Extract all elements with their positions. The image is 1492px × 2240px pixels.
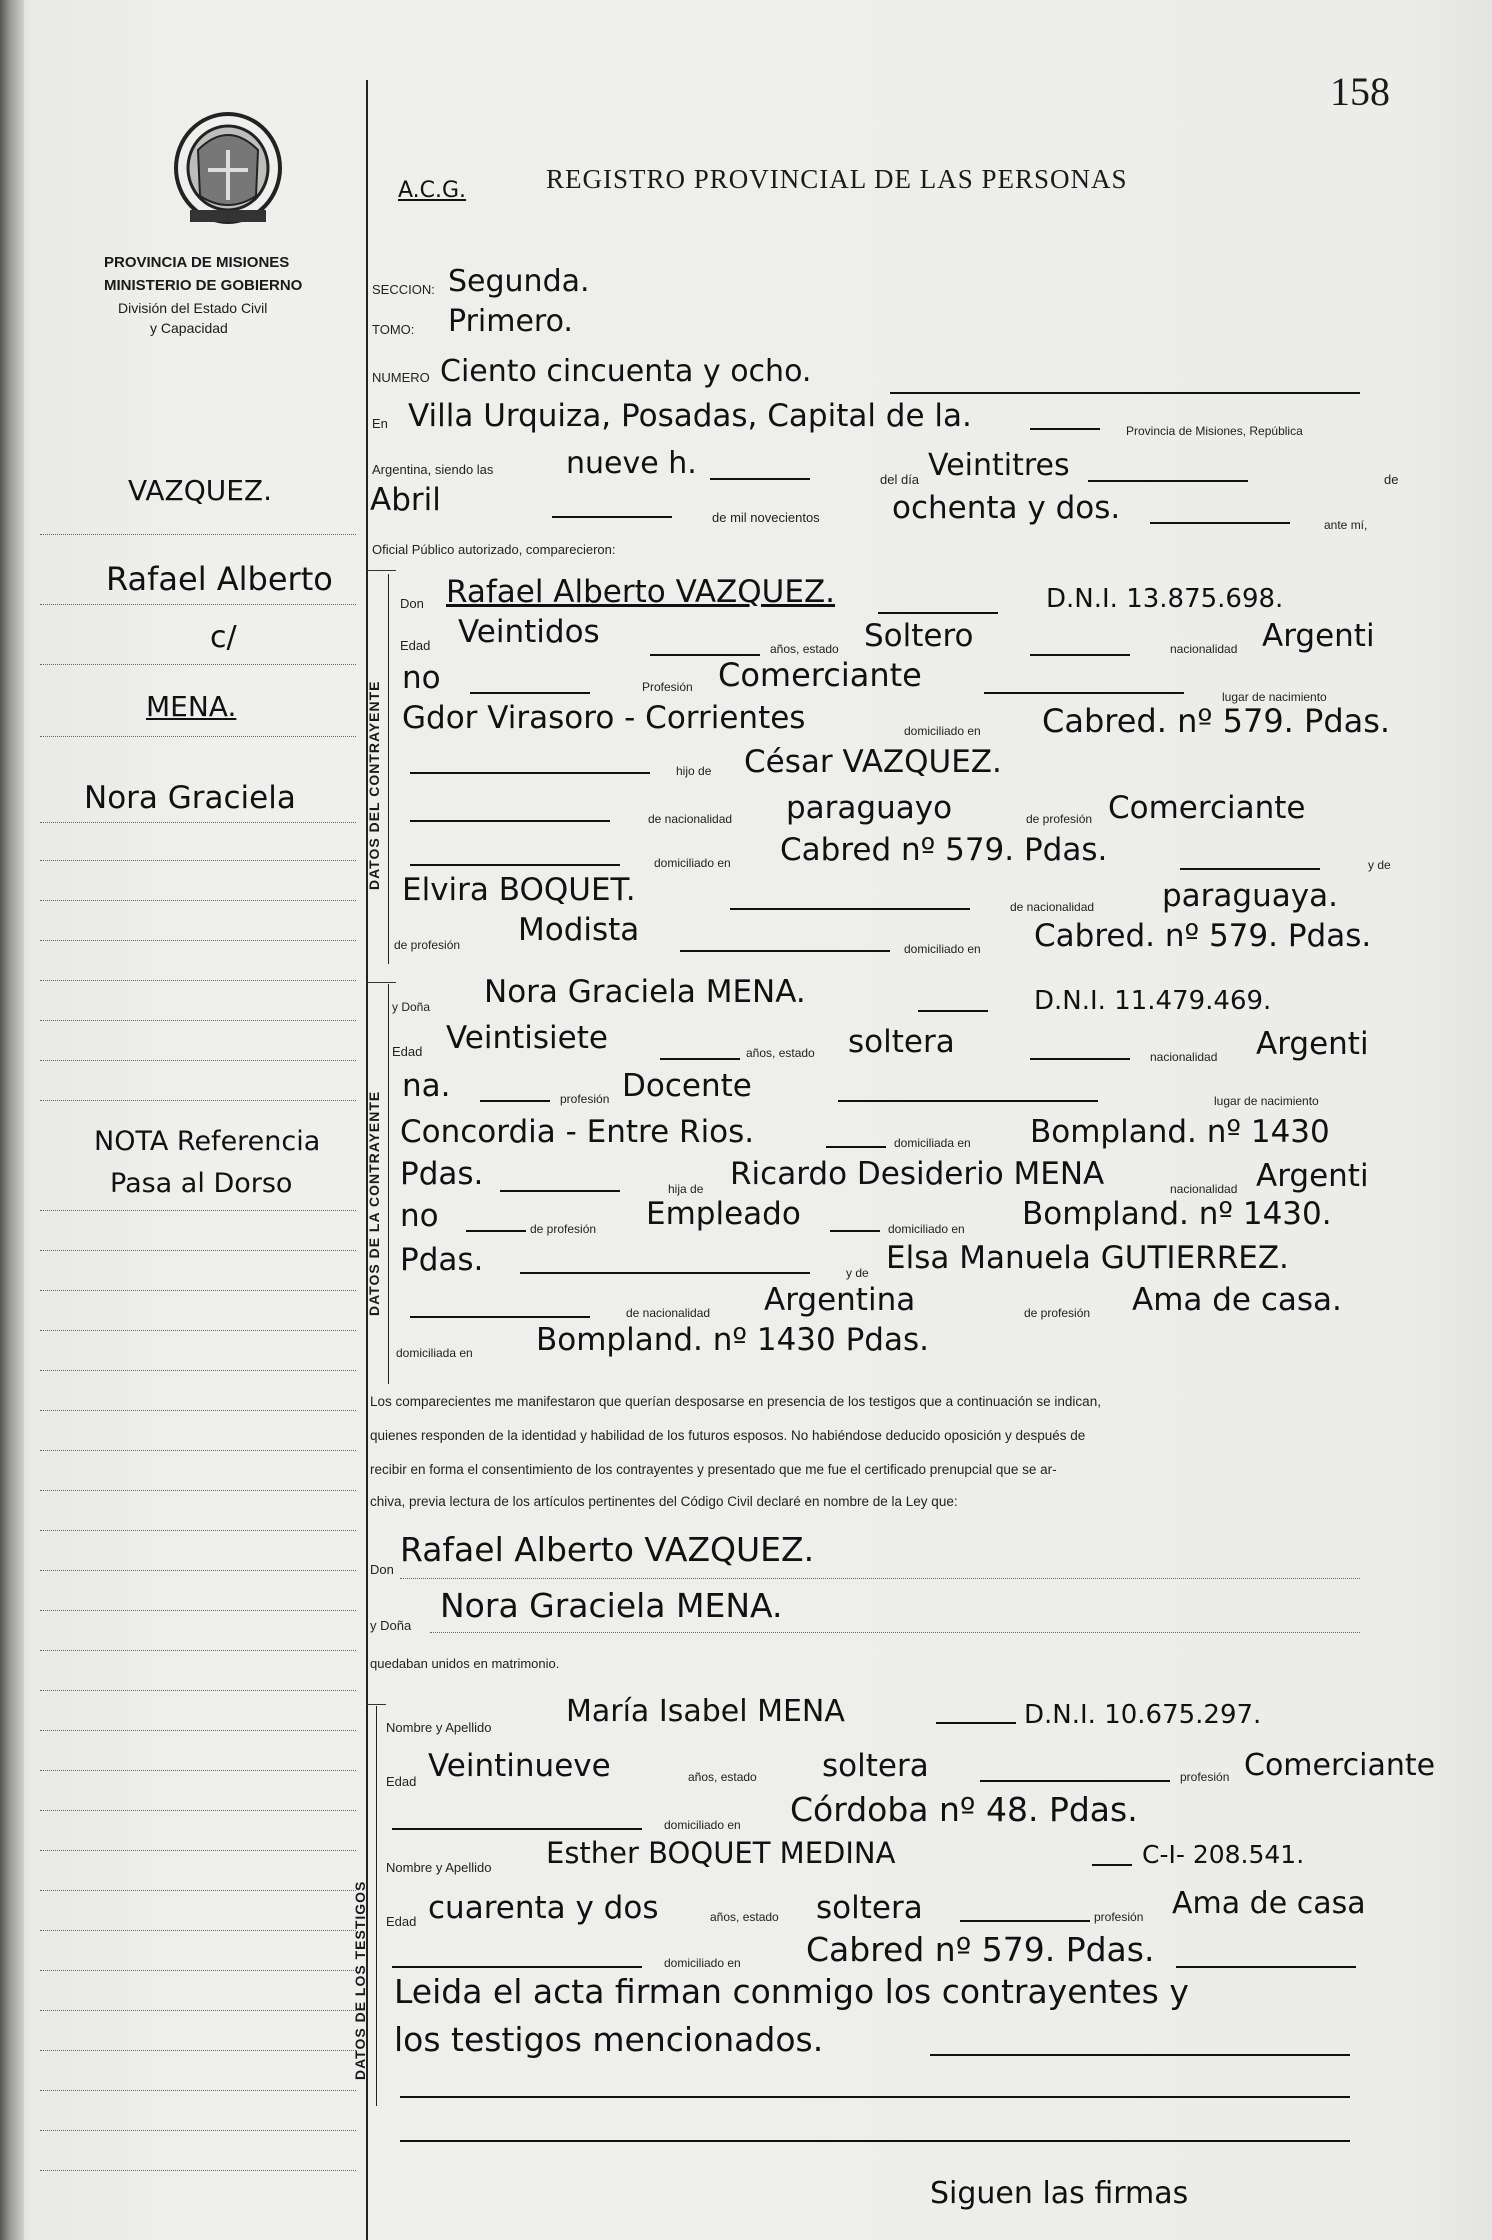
legal-dona: Nora Graciela MENA. <box>440 1586 783 1625</box>
w1-prof: Comerciante <box>1244 1748 1436 1783</box>
w1-name: María Isabel MENA <box>566 1694 845 1729</box>
bride-estado: soltera <box>848 1024 955 1060</box>
bride-mother-nac-label: de nacionalidad <box>626 1306 711 1320</box>
groom-father: César VAZQUEZ. <box>744 744 1002 780</box>
bride-dni: D.N.I. 11.479.469. <box>1034 986 1272 1016</box>
w1-dom: Córdoba nº 48. Pdas. <box>790 1790 1138 1829</box>
bride-edad-label: Edad <box>392 1044 423 1059</box>
division-line-2: y Capacidad <box>150 320 228 336</box>
bride-mother-dom: Bompland. nº 1430 Pdas. <box>536 1322 929 1358</box>
groom-prof-label: Profesión <box>642 680 693 694</box>
tomo-label: TOMO: <box>372 322 415 337</box>
groom-dom-label: domiciliado en <box>904 724 981 738</box>
margin-name-bride: Nora Graciela <box>84 780 296 816</box>
married-statement: quedaban unidos en matrimonio. <box>370 1656 560 1671</box>
groom-father-nac: paraguayo <box>786 790 953 826</box>
bride-father-nac: Argenti <box>1256 1158 1369 1194</box>
bride-edad: Veintisiete <box>446 1020 608 1056</box>
w1-label: Nombre y Apellido <box>386 1720 492 1735</box>
bride-prof: Docente <box>622 1068 752 1104</box>
bride-father-dom-2: Pdas. <box>400 1242 484 1278</box>
groom-don-label: Don <box>400 596 424 611</box>
groom-father-nac-label: de nacionalidad <box>648 812 733 826</box>
dia-label: del día <box>880 472 920 487</box>
witnesses-side-label: DATOS DE LOS TESTIGOS <box>352 1880 368 2080</box>
groom-mother-nac-label: de nacionalidad <box>1010 900 1095 914</box>
w2-dom: Cabred nº 579. Pdas. <box>806 1930 1155 1969</box>
page-number: 158 <box>1330 69 1390 114</box>
bride-y-de: y de <box>846 1266 869 1280</box>
bride-nac-label: nacionalidad <box>1150 1050 1218 1064</box>
provincial-seal-icon <box>168 110 288 228</box>
w1-edad: Veintinueve <box>428 1748 611 1784</box>
bride-lugar: Concordia - Entre Rios. <box>400 1114 755 1150</box>
bride-nac: Argenti <box>1256 1026 1369 1062</box>
w2-estado-label: años, estado <box>710 1910 779 1924</box>
groom-estado: Soltero <box>864 618 974 654</box>
margin-note-2: Pasa al Dorso <box>110 1168 293 1199</box>
seccion-value: Segunda. <box>448 264 590 299</box>
margin-surname-groom: VAZQUEZ. <box>128 474 273 507</box>
legal-don-label: Don <box>370 1562 394 1577</box>
groom-nac-2: no <box>402 660 441 696</box>
groom-edad: Veintidos <box>458 614 600 650</box>
en-label: En <box>372 416 388 431</box>
groom-prof: Comerciante <box>718 656 922 694</box>
groom-estado-label: años, estado <box>770 642 839 656</box>
numero-label: NUMERO <box>372 370 430 385</box>
bride-dom-2: Pdas. <box>400 1156 484 1192</box>
legal-don: Rafael Alberto VAZQUEZ. <box>400 1530 815 1569</box>
bride-nac-2: na. <box>402 1068 451 1104</box>
anio-label: de mil novecientos <box>712 510 820 525</box>
legal-line-1: Los comparecientes me manifestaron que querían desposarse en presencia de los testigos que a continuación se indican, <box>370 1394 1101 1409</box>
groom-side-label: DATOS DEL CONTRAYENTE <box>366 680 382 890</box>
bride-side-label: DATOS DE LA CONTRAYENTE <box>366 1090 382 1316</box>
bride-father-nac-2: no <box>400 1198 439 1234</box>
bride-father-prof: Empleado <box>646 1196 801 1232</box>
w1-estado: soltera <box>822 1748 929 1784</box>
closing-line-2: los testigos mencionados. <box>394 2020 824 2059</box>
w2-edad: cuarenta y dos <box>428 1890 659 1926</box>
legal-line-4: chiva, previa lectura de los artículos pertinentes del Código Civil declaré en nombre de la Ley que: <box>370 1494 958 1509</box>
groom-father-prof-label: de profesión <box>1026 812 1093 826</box>
w2-estado: soltera <box>816 1890 923 1926</box>
bride-name: Nora Graciela MENA. <box>484 974 806 1010</box>
tomo-value: Primero. <box>448 304 573 339</box>
bride-mother-prof: Ama de casa. <box>1132 1282 1342 1318</box>
acg-code: A.C.G. <box>398 178 467 203</box>
bride-father-nac-label: nacionalidad <box>1170 1182 1238 1196</box>
groom-father-dom: Cabred nº 579. Pdas. <box>780 832 1108 868</box>
division-line-1: División del Estado Civil <box>118 300 268 316</box>
bride-hija-label: hija de <box>668 1182 704 1196</box>
legal-line-3: recibir en forma el consentimiento de los contrayentes y presentado que me fue el certificado prenupcial que se ar- <box>370 1462 1057 1477</box>
w1-prof-label: profesión <box>1180 1770 1230 1784</box>
margin-name-groom: Rafael Alberto <box>106 560 333 598</box>
groom-edad-label: Edad <box>400 638 431 653</box>
oficial-text: Oficial Público autorizado, comparecieron: <box>372 542 616 557</box>
groom-lugar-label: lugar de nacimiento <box>1222 690 1327 704</box>
w2-label: Nombre y Apellido <box>386 1860 492 1875</box>
bride-mother-nac: Argentina <box>764 1282 916 1318</box>
numero-value: Ciento cincuenta y ocho. <box>440 354 812 389</box>
groom-name: Rafael Alberto VAZQUEZ. <box>446 574 836 610</box>
w2-dom-label: domiciliado en <box>664 1956 741 1970</box>
bride-mother-prof-label: de profesión <box>1024 1306 1091 1320</box>
closing-line-1: Leida el acta firman conmigo los contrayentes y <box>394 1972 1189 2011</box>
argentina-text: Argentina, siendo las <box>372 462 494 477</box>
hora-value: nueve h. <box>566 446 697 481</box>
w2-prof-label: profesión <box>1094 1910 1144 1924</box>
groom-lugar: Gdor Virasoro - Corrientes <box>402 700 806 736</box>
w1-estado-label: años, estado <box>688 1770 757 1784</box>
legal-line-2: quienes responden de la identidad y habilidad de los futuros esposos. No habiéndose deducido oposición y después de <box>370 1428 1086 1443</box>
bride-dona-label: y Doña <box>392 1000 431 1014</box>
bride-mother-dom-label: domiciliada en <box>396 1346 473 1360</box>
groom-nac: Argenti <box>1262 618 1375 654</box>
w2-name: Esther BOQUET MEDINA <box>546 1836 896 1870</box>
ante-label: ante mí, <box>1324 518 1368 532</box>
bride-father: Ricardo Desiderio MENA <box>730 1156 1105 1192</box>
province-name: PROVINCIA DE MISIONES <box>104 254 290 271</box>
bride-dom: Bompland. nº 1430 <box>1030 1114 1330 1150</box>
groom-mother-prof: Modista <box>518 912 640 948</box>
groom-father-dom-label: domiciliado en <box>654 856 731 870</box>
signatures-follow: Siguen las firmas <box>930 2176 1189 2211</box>
binding-edge <box>0 0 24 2240</box>
margin-conj: c/ <box>210 620 237 655</box>
margin-note-1: NOTA Referencia <box>94 1126 321 1157</box>
groom-y-de: y de <box>1368 858 1391 872</box>
w1-dni: D.N.I. 10.675.297. <box>1024 1700 1262 1730</box>
anio-value: ochenta y dos. <box>892 490 1121 526</box>
province-republic-text: Provincia de Misiones, República <box>1126 424 1303 438</box>
bride-lugar-label: lugar de nacimiento <box>1214 1094 1319 1108</box>
ministry-name: MINISTERIO DE GOBIERNO <box>104 277 303 294</box>
bride-father-prof-label: de profesión <box>530 1222 597 1236</box>
groom-hijo-label: hijo de <box>676 764 712 778</box>
mes-value: Abril <box>370 482 441 518</box>
groom-mother-dom: Cabred. nº 579. Pdas. <box>1034 918 1372 954</box>
w2-prof: Ama de casa <box>1172 1886 1366 1921</box>
w2-ci: C-I- 208.541. <box>1142 1840 1305 1869</box>
w2-edad-label: Edad <box>386 1914 417 1929</box>
w1-dom-label: domiciliado en <box>664 1818 741 1832</box>
groom-dni: D.N.I. 13.875.698. <box>1046 584 1284 614</box>
seccion-label: SECCION: <box>372 282 435 297</box>
dia-value: Veintitres <box>928 448 1070 483</box>
document-title: REGISTRO PROVINCIAL DE LAS PERSONAS <box>546 164 1128 194</box>
bride-prof-label: profesión <box>560 1092 610 1106</box>
bride-estado-label: años, estado <box>746 1046 815 1060</box>
groom-mother: Elvira BOQUET. <box>402 872 636 908</box>
en-value: Villa Urquiza, Posadas, Capital de la. <box>408 398 972 434</box>
legal-dona-label: y Doña <box>370 1618 412 1633</box>
groom-mother-prof-label: de profesión <box>394 938 461 952</box>
bride-father-dom: Bompland. nº 1430. <box>1022 1196 1332 1232</box>
bride-mother: Elsa Manuela GUTIERREZ. <box>886 1240 1289 1276</box>
w1-edad-label: Edad <box>386 1774 417 1789</box>
groom-dom: Cabred. nº 579. Pdas. <box>1042 702 1391 740</box>
bride-father-dom-label: domiciliado en <box>888 1222 965 1236</box>
bride-dom-label: domiciliada en <box>894 1136 971 1150</box>
groom-mother-nac: paraguaya. <box>1162 878 1338 914</box>
de-label: de <box>1384 472 1399 487</box>
groom-mother-dom-label: domiciliado en <box>904 942 981 956</box>
groom-nac-label: nacionalidad <box>1170 642 1238 656</box>
margin-surname-bride: MENA. <box>146 690 237 723</box>
groom-father-prof: Comerciante <box>1108 790 1306 826</box>
